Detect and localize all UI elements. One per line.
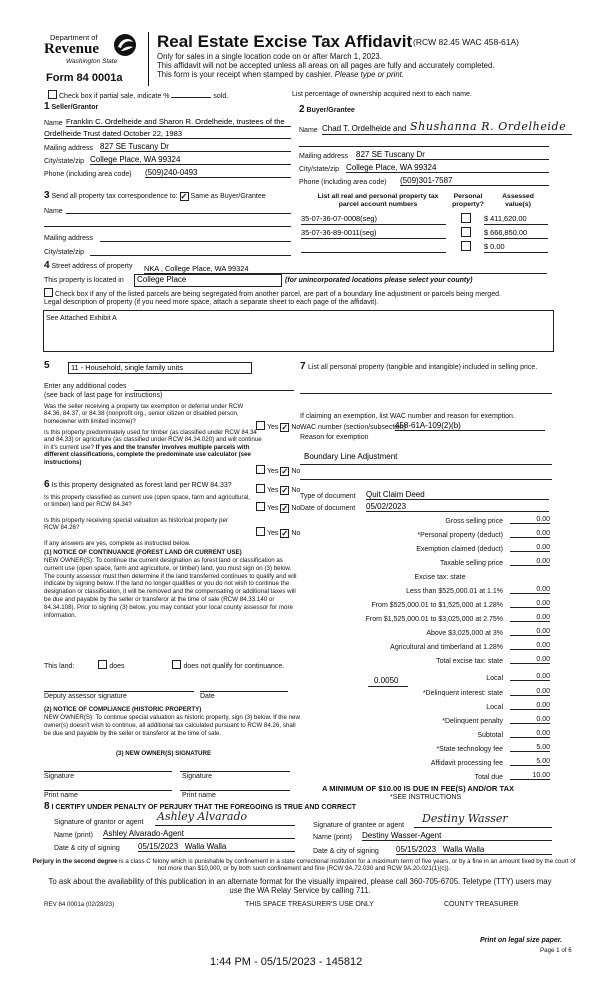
section3-mail-field[interactable] [100, 240, 291, 242]
land-does-label: does [109, 663, 125, 670]
boundary-label: Check box if any of the listed parcels are being segregated from another parcel, are part of a boundary line adjustment or parcels being merged. [55, 291, 501, 298]
seller-mail[interactable]: 827 SE Tuscany Dr [100, 142, 291, 152]
location-note: (for unincorporated locations please select your county) [285, 277, 473, 284]
q-timber-text-a: Is this property predominately used for timber (as classified under RCW 84.34 and 84.33) or agriculture (as classified under RCW 84.34.020) and will continue in it's current use? [44, 429, 262, 451]
yes-label: Yes [267, 530, 279, 537]
section3-text: Send all property tax correspondence to: [51, 193, 178, 200]
location-select[interactable]: College Place [134, 274, 282, 287]
personal-header [448, 193, 488, 209]
personal-checkbox-3[interactable] [461, 241, 471, 251]
local-rate: 0.0050 [374, 676, 399, 685]
exemption-reason[interactable]: Boundary Line Adjustment [304, 452, 398, 461]
tax-row-amount[interactable]: 0.00 [510, 642, 550, 650]
notice1-heading: (1) NOTICE OF CONTINUANCE (FOREST LAND OR CURRENT USE) [44, 549, 242, 556]
q-historic-no-checkbox[interactable] [280, 529, 289, 538]
boundary-checkbox[interactable] [44, 288, 53, 297]
tax-row-label: Total excise tax: state [436, 658, 503, 665]
assessed-value-2[interactable]: $ 666,850.00 [484, 228, 548, 239]
grantee-sig-label: Signature of grantee or agent [313, 822, 405, 829]
revision: REV 84 0001a (02/28/23) [44, 901, 115, 908]
if-yes-note: If any answers are yes, complete as instructed below. [44, 540, 191, 547]
tax-row-label: From $1,525,000.01 to $3,025,000 at 2.75% [365, 616, 503, 623]
personal-checkbox-1[interactable] [461, 213, 471, 223]
notice2-body: NEW OWNER(S): To continue special valuation as historic property, sign (3) below. If the new owner(s) doesn't wish to continue, all additional tax calculated pursuant to RCW 84.26, shall be due and payable by the seller or transferor at the time of sale. [44, 714, 300, 737]
print-name-label-2: Print name [182, 792, 216, 799]
q-historic-text: Is this property receiving special valuation as historical property per RCW 84.26? [44, 517, 228, 532]
q-forest-no-checkbox[interactable] [280, 486, 289, 495]
tax-row-amount[interactable]: 0.00 [510, 614, 550, 622]
reason-label: Reason for exemption [300, 434, 369, 441]
parcel-header-1b: parcel account numbers [338, 201, 418, 208]
section5-num: 5 [44, 360, 50, 371]
perjury-text: is a class C felony which is punishable by confinement in a state correctional institution for a maximum term of five years, or by a fine in an amount fixed by the court of not more than $10,000, or by both such confinement and fine (RCW 9A.72.030 and RCW 9A.20.021(1)(c)). [117, 858, 576, 873]
grantor-signature[interactable] [155, 812, 295, 826]
section3-num: 3 [44, 190, 50, 201]
see-instructions: *SEE INSTRUCTIONS [390, 794, 462, 801]
deputy-signature-field[interactable] [44, 690, 194, 692]
tax-row-amount[interactable]: 5.00 [510, 744, 550, 752]
section4-num: 4 [44, 260, 50, 271]
yes-label: Yes [267, 487, 279, 494]
land-does-not-label: does not qualify for continuance. [183, 663, 285, 670]
land-does-not-checkbox[interactable] [172, 660, 181, 669]
no-label: No [291, 487, 301, 494]
seller-heading [44, 103, 98, 112]
yes-label: Yes [267, 468, 279, 475]
exemption-label: If claiming an exemption, list WAC number and reason for exemption. [300, 413, 515, 420]
grantee-signature[interactable] [414, 814, 552, 828]
q-forest-yes-checkbox[interactable] [256, 484, 265, 493]
legal-description-label: Legal description of property (if you need more space, attach a separate sheet to each page of the affidavit). [44, 299, 379, 306]
wac-label: WAC number (section/subsection) [300, 424, 406, 431]
parcel-header [303, 193, 453, 209]
section3-name-line2[interactable] [44, 225, 291, 227]
seller-title: Seller/Grantor [51, 104, 99, 111]
recording-stamp: 1:44 PM - 05/15/2023 - 145812 [210, 956, 363, 968]
section3-city-field[interactable] [90, 254, 291, 256]
buyer-name-field[interactable] [322, 122, 572, 135]
wac-number[interactable]: 458-61A-109(2)(b) [395, 421, 545, 431]
q-current-use-yes-checkbox[interactable] [256, 502, 265, 511]
section3-name-field[interactable] [66, 212, 291, 214]
doc-type[interactable]: Quit Claim Deed [366, 490, 549, 500]
header-note-1: Only for sales in a single location code on or after March 1, 2023. [157, 52, 382, 61]
seller-name-line2[interactable]: Ordelheide Trust dated October 22, 1983 [44, 129, 291, 139]
signature-label-2: Signature [182, 773, 212, 780]
tax-row-amount[interactable]: 0.00 [510, 730, 550, 738]
buyer-name-line2[interactable] [299, 145, 549, 147]
tax-row-label: Local [486, 704, 503, 711]
tax-row-label: Gross selling price [445, 518, 503, 525]
dor-logo [44, 32, 144, 72]
partial-sale-label: Check box if partial sale, indicate % [59, 93, 170, 100]
seller-name-label: Name [44, 120, 63, 127]
grantee-date-city[interactable]: 05/15/2023 Walla Walla [396, 845, 552, 855]
q-exemption-text: Was the seller receiving a property tax exemption or deferral under RCW 84.36, 84.37, or 84.38 (nonprofit org., senior citizen or disabled person, homeowner with limited income)? [44, 403, 244, 425]
tax-row-amount[interactable]: 10.00 [510, 772, 550, 780]
add-codes-field[interactable] [134, 389, 294, 391]
assessed-value-1[interactable]: $ 411,620.00 [484, 214, 548, 225]
deputy-date-label: Date [200, 693, 215, 700]
reason-line-2[interactable] [300, 478, 552, 480]
parcel-number-3[interactable] [301, 242, 446, 253]
tax-row-amount[interactable]: 0.00 [510, 516, 550, 524]
tax-row-label: *State technology fee [436, 746, 503, 753]
buyer-name-typed: Chad T. Ordelheide and [322, 124, 407, 133]
reason-line-1[interactable] [300, 463, 552, 465]
buyer-name-label: Name [299, 127, 318, 134]
street-label: Street address of property [51, 263, 133, 270]
seller-phone[interactable]: (509)240-0493 [145, 168, 291, 178]
q-forest-text: Is this property designated as forest land per RCW 84.33? [51, 482, 232, 489]
header-note-3 [157, 71, 404, 79]
same-as-buyer-label: Same as Buyer/Grantee [190, 193, 266, 200]
seller-mail-label: Mailing address [44, 145, 94, 152]
page-number: Page 1 of 6 [540, 947, 572, 954]
personal-header-2: property? [452, 201, 484, 208]
county-treasurer: COUNTY TREASURER [444, 901, 519, 908]
this-land-row [44, 660, 284, 671]
perjury-notice [30, 858, 578, 873]
grantor-date-city[interactable]: 05/15/2023 Walla Walla [138, 842, 295, 852]
grantor-sig-label: Signature of grantor or agent [54, 819, 144, 826]
dept-line3: Washington State [66, 58, 118, 65]
q-timber-answer [256, 465, 300, 476]
owner-signature-1[interactable] [44, 770, 172, 772]
tax-row-amount[interactable]: 0.00 [510, 688, 550, 696]
q-timber-no-checkbox[interactable] [280, 467, 289, 476]
partial-percent-field[interactable] [171, 90, 211, 98]
parcel-number-1[interactable]: 35-07-36-07-0008(seg) [301, 214, 446, 225]
section3-mail-label: Mailing address [44, 235, 94, 242]
local-rate-underline [368, 685, 408, 687]
same-as-buyer-checkbox[interactable] [180, 192, 189, 201]
section8-num: 8 [44, 801, 50, 812]
section4-street-row [44, 262, 132, 271]
header-divider [148, 32, 149, 86]
partial-sale-row [48, 90, 228, 101]
grantee-name-label: Name (print) [313, 834, 352, 841]
tax-row-amount[interactable]: 0.00 [510, 586, 550, 594]
alt-format-notice: To ask about the availability of this publication in an alternate format for the visually impaired, please call 360-705-6705. Teletype (TTY) users may use the WA Relay Service by calling 711. [48, 877, 552, 895]
certify-text: I CERTIFY UNDER PENALTY OF PERJURY THAT THE FOREGOING IS TRUE AND CORRECT [51, 804, 357, 811]
q-timber-text [44, 429, 262, 466]
owner-print-1[interactable] [44, 789, 172, 791]
header-note-3a: This form is your receipt when stamped by cashier. [157, 70, 335, 79]
tax-row-label: *Delinquent interest: state [422, 690, 503, 697]
legal-description-box[interactable] [43, 310, 554, 352]
section7-num: 7 [300, 361, 306, 372]
section3-heading [44, 192, 266, 201]
see-back-note: (see back of last page for instructions) [44, 392, 163, 399]
personal-property-label: List all personal property (tangible and intangible) included in selling price. [308, 364, 538, 371]
personal-header-1: Personal [453, 193, 483, 200]
q-timber-text-b: If yes and the transfer involves multiple parcels with different classifications, complete the predominate use calculator (see instructions) [44, 443, 252, 466]
tax-row-label: *Delinquent penalty [442, 718, 503, 725]
tax-row-label: *Personal property (deduct) [417, 532, 503, 539]
form-title: Real Estate Excise Tax Affidavit [157, 32, 413, 51]
notice3-heading: (3) NEW OWNER(S) SIGNATURE [116, 750, 212, 757]
buyer-heading [299, 106, 355, 115]
section3-city-label: City/state/zip [44, 249, 85, 256]
treasurer-use: THIS SPACE TREASURER'S USE ONLY [245, 901, 374, 908]
buyer-mail[interactable]: 827 SE Tuscany Dr [356, 150, 549, 160]
assessed-header-2: value(s) [505, 201, 531, 208]
tax-row-label: Total due [474, 774, 503, 781]
ownership-note: List percentage of ownership acquired next to each name. [292, 91, 472, 98]
dor-swirl-icon [112, 32, 138, 58]
notice2-heading: (2) NOTICE OF COMPLIANCE (HISTORIC PROPERTY) [44, 706, 202, 713]
q-exemption-answer [256, 421, 300, 432]
tax-row-amount[interactable]: 0.00 [510, 656, 550, 664]
assessed-header [493, 193, 543, 209]
buyer-mail-label: Mailing address [299, 153, 349, 160]
seller-name-line1[interactable]: Franklin C. Ordelheide and Sharon R. Ordelheide, trustees of the [66, 117, 291, 127]
personal-checkbox-2[interactable] [461, 227, 471, 237]
add-codes-label: Enter any additional codes [44, 383, 127, 390]
yes-label: Yes [267, 424, 279, 431]
grantor-date-label: Date & city of signing [54, 845, 120, 852]
boundary-row [44, 288, 501, 299]
seller-num: 1 [44, 101, 50, 112]
q-forest-row [44, 481, 232, 490]
seller-city-label: City/state/zip [44, 158, 85, 165]
tax-row-amount[interactable]: 0.00 [510, 544, 550, 552]
assessed-header-1: Assessed [502, 193, 534, 200]
buyer-num: 2 [299, 104, 305, 115]
q-current-use-no-checkbox[interactable] [280, 504, 289, 513]
section6-num: 6 [44, 479, 50, 490]
perjury-bold: Perjury in the second degree [32, 858, 118, 865]
dept-line2: Revenue [44, 41, 99, 57]
q-current-use-text: Is this property classified as current use (open space, farm and agricultural, or timber) land per RCW 84.34? [44, 494, 251, 509]
doc-date-label: Date of document [300, 505, 356, 512]
partial-sale-checkbox[interactable] [48, 90, 57, 99]
tax-row-amount[interactable]: 0.00 [510, 673, 550, 681]
doc-date[interactable]: 05/02/2023 [366, 502, 549, 512]
grantee-name[interactable]: Destiny Wasser-Agent [362, 831, 552, 841]
tax-row-amount[interactable]: 0.00 [510, 558, 550, 566]
q-exemption-no-checkbox[interactable] [280, 423, 289, 432]
buyer-phone[interactable]: (509)301-7587 [400, 176, 549, 186]
print-name-label-1: Print name [44, 792, 78, 799]
tax-row-label: Excise tax: state [414, 574, 466, 581]
tax-row-label: Agricultural and timberland at 1.28% [390, 644, 503, 651]
grantor-name[interactable]: Ashley Alvarado-Agent [103, 829, 295, 839]
dept-line1: Department of [50, 33, 98, 42]
header-note-2: This affidavit will not be accepted unless all areas on all pages are fully and accurately completed. [157, 61, 495, 70]
tax-row-amount[interactable]: 0.00 [510, 716, 550, 724]
buyer-city-label: City/state/zip [299, 166, 340, 173]
land-use-code-select[interactable]: 11 - Household, single family units [68, 362, 252, 374]
notice1-body: NEW OWNER(S): To continue the current designation as forest land or classification as current use (open space, farm and agriculture, or timber) land, you must sign on (3) below. The county assessor must then determine if the land transferred continues to qualify and will indicate by signing below. If the land no longer qualifies or you do not wish to continue the designation or classification, it will be removed and the compensating or additional taxes will be due and payable by the seller or transferor at the time of sale (RCW 84.33.140 or 84.34.108). Prior to signing (3) below, you may contact your local county assessor for more information. [44, 557, 297, 619]
location-label: This property is located in [44, 277, 124, 284]
tax-row-label: Taxable selling price [439, 560, 503, 567]
parcel-header-1: List all real and personal property tax [317, 193, 439, 200]
q-historic-yes-checkbox[interactable] [256, 527, 265, 536]
header-note-3b: Please type or print. [334, 70, 405, 79]
buyer-phone-label: Phone (including area code) [299, 179, 387, 186]
partial-sold-label: sold. [213, 93, 229, 100]
tax-row-label: Above $3,025,000 at 3% [426, 630, 503, 637]
buyer-title: Buyer/Grantee [306, 107, 355, 114]
doc-type-label: Type of document [300, 493, 356, 500]
q-current-use-answer [256, 502, 300, 513]
grantee-date-label: Date & city of signing [313, 848, 379, 855]
seller-city[interactable]: College Place, WA 99324 [90, 155, 291, 165]
grantor-signature-script: Ashley Alvarado [157, 810, 248, 823]
no-label: No [291, 530, 301, 537]
tax-row-amount[interactable]: 0.00 [510, 628, 550, 636]
form-number: Form 84 0001a [46, 72, 123, 84]
no-label: No [291, 424, 301, 431]
grantor-name-label: Name (print) [54, 832, 93, 839]
minimum-fee-note: A MINIMUM OF $10.00 IS DUE IN FEE(S) AND/OR TAX [322, 784, 515, 793]
q-historic-answer [256, 527, 300, 538]
tax-row-amount[interactable]: 0.00 [510, 530, 550, 538]
owner-signature-2[interactable] [180, 770, 290, 772]
tax-row-label: From $525,000.01 to $1,525,000 at 1.28% [371, 602, 503, 609]
assessed-value-3[interactable]: $ 0.00 [484, 242, 548, 253]
no-label: No [291, 505, 301, 512]
tax-row-amount[interactable]: 0.00 [510, 702, 550, 710]
tax-row-amount[interactable]: 5.00 [510, 758, 550, 766]
buyer-city[interactable]: College Place, WA 99324 [346, 163, 549, 173]
signature-label-1: Signature [44, 773, 74, 780]
tax-row-label: Affidavit processing fee [430, 760, 503, 767]
seller-phone-label: Phone (including area code) [44, 171, 132, 178]
legal-description: See Attached Exhibit A [46, 315, 117, 322]
q-forest-answer [256, 484, 300, 495]
personal-property-field[interactable] [300, 392, 552, 394]
q-timber-yes-checkbox[interactable] [256, 465, 265, 474]
owner-print-2[interactable] [180, 789, 290, 791]
tax-row-label: Less than $525,000.01 at 1.1% [406, 588, 503, 595]
deputy-date-field[interactable] [200, 690, 288, 692]
tax-row-amount[interactable]: 0.00 [510, 600, 550, 608]
section3-name-label: Name [44, 208, 63, 215]
land-does-checkbox[interactable] [98, 660, 107, 669]
legal-paper-note: Print on legal size paper. [480, 937, 563, 944]
form-citation: (RCW 82.45 WAC 458-61A) [413, 37, 519, 47]
parcel-number-2[interactable]: 35-07-36-89-0011(seg) [301, 228, 446, 239]
tax-row-label: Subtotal [477, 732, 503, 739]
yes-label: Yes [267, 505, 279, 512]
tax-row-label: Local [486, 675, 503, 682]
tax-row-label: Exemption claimed (deduct) [416, 546, 503, 553]
this-land-label: This land: [44, 663, 75, 670]
no-label: No [291, 468, 301, 475]
grantee-signature-script: Destiny Wasser [422, 812, 508, 825]
street-address[interactable]: NKA , College Place, WA 99324 [144, 264, 547, 274]
deputy-signature-label: Deputy assessor signature [44, 693, 127, 700]
buyer-name-handwritten: Shushanna R. Ordelheide [410, 120, 567, 133]
